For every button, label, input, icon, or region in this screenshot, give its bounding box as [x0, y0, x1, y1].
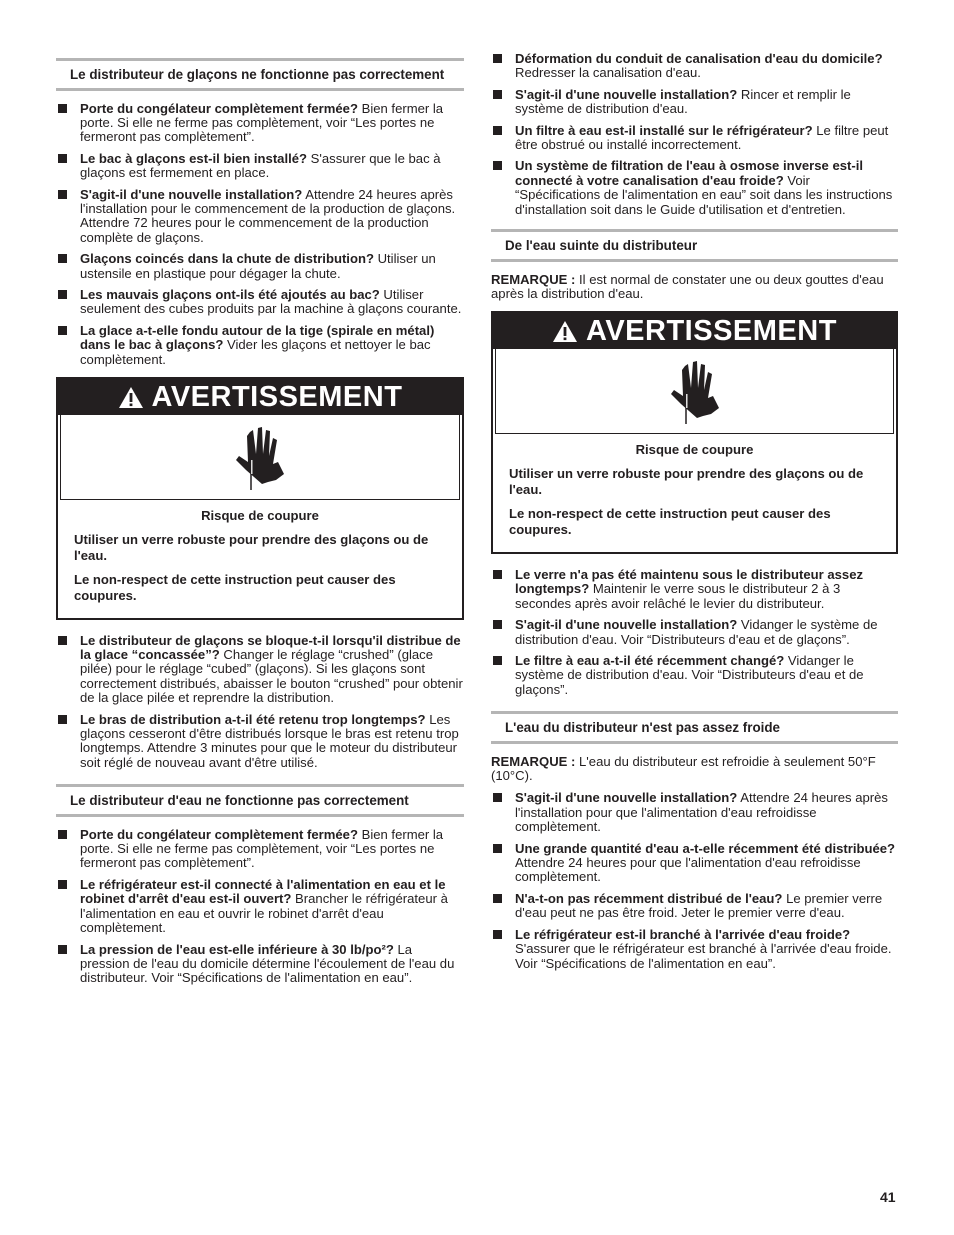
list-item [56, 102, 464, 145]
item-answer: Redresser la canalisation d'eau. [515, 65, 701, 81]
bullet-square-icon [58, 830, 67, 839]
bullet-square-icon [58, 154, 67, 163]
list-item [56, 152, 464, 181]
bullet-square-icon [493, 90, 502, 99]
item-answer: Les glaçons cesseront d'être distribués lorsque le bras est retenu trop longtemps. Attendre 3 minutes pour que le moteur du distributeur soit réglé de nouveau avant d'être utilisé. [80, 711, 459, 770]
bullet-square-icon [493, 930, 502, 939]
section-heading-water-not-cold: L'eau du distributeur n'est pas assez froide [491, 711, 898, 744]
item-answer: Changer le réglage “crushed” (glace pilée) pour le réglage “cubed” (glaçons). Si les glaçons sont correctement distribués, abaisser le bouton “crushed” pour obtenir de la glace pilée et reprendre la distribution. [80, 646, 463, 706]
list-item [56, 878, 464, 936]
warning-title: AVERTISSEMENT [586, 315, 837, 348]
section-heading-ice-dispenser: Le distributeur de glaçons ne fonctionne pas correctement [56, 58, 464, 91]
item-question: Porte du congélateur complètement fermée? [80, 826, 358, 842]
item-question: Glaçons coincés dans la chute de distribution? [80, 251, 374, 267]
item-question: La glace a-t-elle fondu autour de la tige (spirale en métal) dans le bac à glaçons? [80, 322, 435, 353]
item-answer: Vidanger le système de distribution d'eau. Voir “Distributeurs d'eau et de glaçons”. [515, 617, 878, 647]
item-question: S'agit-il d'une nouvelle installation? [515, 617, 738, 633]
remark-text: L'eau du distributeur est refroidie à seulement 50°F (10°C). [491, 753, 876, 784]
warning-body [58, 500, 462, 618]
item-question: Le réfrigérateur est-il branché à l'arrivée d'eau froide? [515, 926, 851, 942]
item-answer: Maintenir le verre sous le distributeur 2 à 3 secondes après avoir relâché le levier du distributeur. [515, 581, 841, 611]
bullet-square-icon [58, 104, 67, 113]
warning-instruction: Utiliser un verre robuste pour prendre des glaçons ou de l'eau. [509, 465, 864, 498]
bullet-square-icon [58, 880, 67, 889]
warning-box [491, 311, 898, 554]
item-answer: La pression de l'eau du domicile détermine l'écoulement de l'eau du distributeur. Voir “Spécifications de l'alimentation en eau”. [80, 941, 455, 986]
warning-pictogram [60, 415, 460, 500]
cut-hand-icon [667, 358, 723, 424]
warning-header [493, 313, 896, 349]
item-question: S'agit-il d'une nouvelle installation? [515, 86, 738, 102]
list-item [56, 324, 464, 367]
ice-dispenser-checklist [56, 102, 464, 368]
bullet-square-icon [58, 254, 67, 263]
item-question: Le bac à glaçons est-il bien installé? [80, 150, 308, 166]
bullet-square-icon [58, 715, 67, 724]
item-answer: Attendre 24 heures après l'installation pour le commencement de la production de glaçons. Attendre 72 heures pour le commencement de la production complète de glaçons. [80, 186, 456, 245]
item-answer: Vider les glaçons et nettoyer le bac complètement. [80, 337, 431, 367]
warning-risk: Risque de coupure [201, 508, 319, 523]
water-not-cold-checklist [491, 791, 898, 970]
warning-triangle-icon [552, 320, 578, 343]
item-question: Le bras de distribution a-t-il été retenu trop longtemps? [80, 711, 426, 727]
ice-dispenser-checklist-continued [56, 634, 464, 771]
item-question: Porte du congélateur complètement fermée? [80, 100, 358, 116]
section-heading-water-dispenser: Le distributeur d'eau ne fonctionne pas correctement [56, 784, 464, 817]
bullet-square-icon [493, 161, 502, 170]
item-question: Déformation du conduit de canalisation d'eau du domicile? [515, 51, 883, 66]
list-item [491, 791, 898, 834]
list-item [56, 828, 464, 871]
item-answer: Utiliser un ustensile en plastique pour dégager la chute. [80, 251, 436, 281]
list-item [491, 654, 898, 697]
list-item [491, 88, 898, 117]
water-dispenser-checklist [56, 828, 464, 986]
item-question: Une grande quantité d'eau a-t-elle récemment été distribuée? [515, 840, 896, 856]
water-dispenser-checklist-continued [491, 52, 898, 217]
bullet-square-icon [493, 570, 502, 579]
warning-box [56, 377, 464, 620]
bullet-square-icon [493, 620, 502, 629]
warning-risk: Risque de coupure [635, 442, 754, 458]
list-item [56, 188, 464, 246]
item-question: Le réfrigérateur est-il connecté à l'alimentation en eau et le robinet d'arrêt d'eau est-il ouvert? [80, 876, 446, 907]
item-question: Un système de filtration de l'eau à osmose inverse est-il connecté à votre canalisation d'eau froide? [515, 158, 864, 188]
remark-water-leak [491, 273, 898, 302]
cut-hand-icon [232, 424, 288, 490]
remark-label: REMARQUE : [491, 271, 576, 287]
warning-consequence: Le non-respect de cette instruction peut causer des coupures. [74, 571, 396, 603]
warning-instruction: Utiliser un verre robuste pour prendre des glaçons ou de l'eau. [74, 531, 429, 563]
page-number: 41 [880, 1189, 896, 1205]
warning-body [493, 434, 896, 552]
remark-text: Il est normal de constater une ou deux gouttes d'eau après la distribution d'eau. [491, 271, 884, 301]
item-question: Les mauvais glaçons ont-ils été ajoutés au bac? [80, 286, 380, 302]
bullet-square-icon [493, 656, 502, 665]
list-item [491, 568, 898, 611]
bullet-square-icon [493, 844, 502, 853]
item-answer: Bien fermer la porte. Si elle ne ferme pas complètement, voir “Les portes ne fermeront pas complètement”. [80, 826, 444, 871]
item-question: Le verre n'a pas été maintenu sous le distributeur assez longtemps? [515, 566, 864, 597]
item-answer: Le filtre peut être obstrué ou installé incorrectement. [515, 122, 889, 153]
item-answer: Attendre 24 heures après l'installation pour que l'alimentation d'eau refroidisse complètement. [515, 790, 888, 835]
list-item [491, 52, 898, 81]
warning-triangle-icon [118, 386, 144, 409]
warning-title: AVERTISSEMENT [151, 380, 403, 413]
list-item [491, 159, 898, 217]
item-question: S'agit-il d'une nouvelle installation? [80, 186, 303, 202]
section-heading-water-leak: De l'eau suinte du distributeur [491, 229, 898, 262]
bullet-square-icon [493, 894, 502, 903]
list-item [56, 288, 464, 317]
bullet-square-icon [58, 190, 67, 199]
bullet-square-icon [58, 636, 67, 645]
remark-water-temperature [491, 755, 898, 784]
warning-consequence: Le non-respect de cette instruction peut causer des coupures. [509, 505, 831, 538]
list-item [56, 943, 464, 986]
list-item [491, 892, 898, 921]
list-item [491, 928, 898, 971]
list-item [56, 252, 464, 281]
item-answer: Attendre 24 heures pour que l'alimentation d'eau refroidisse complètement. [515, 855, 861, 885]
warning-pictogram [495, 349, 894, 434]
item-answer: Utiliser seulement des cubes produits par la machine à glaçons courante. [80, 286, 462, 317]
bullet-square-icon [493, 793, 502, 802]
bullet-square-icon [493, 54, 502, 63]
item-answer: Bien fermer la porte. Si elle ne ferme pas complètement, voir “Les portes ne fermeront pas complètement”. [80, 100, 444, 145]
bullet-square-icon [58, 945, 67, 954]
warning-header [58, 379, 462, 415]
item-question: Le distributeur de glaçons se bloque-t-il lorsqu'il distribue de la glace “concassée”? [80, 632, 461, 662]
left-column [56, 58, 464, 993]
list-item [491, 124, 898, 153]
item-question: Le filtre à eau a-t-il été récemment changé? [515, 652, 785, 668]
item-answer: Le premier verre d'eau peut ne pas être froid. Jeter le premier verre d'eau. [515, 890, 883, 921]
item-question: Un filtre à eau est-il installé sur le réfrigérateur? [515, 122, 813, 138]
right-column [491, 52, 898, 978]
list-item [491, 842, 898, 885]
item-question: La pression de l'eau est-elle inférieure à 30 lb/po²? [80, 941, 394, 957]
list-item [56, 713, 464, 771]
remark-label: REMARQUE : [491, 753, 576, 769]
list-item [56, 634, 464, 706]
item-answer: S'assurer que le bac à glaçons est fermement en place. [80, 150, 441, 181]
water-leak-checklist [491, 568, 898, 697]
item-answer: Vidanger le système de distribution d'eau. Voir “Distributeurs d'eau et de glaçons”. [515, 652, 864, 697]
list-item [491, 618, 898, 647]
bullet-square-icon [58, 290, 67, 299]
item-answer: Brancher le réfrigérateur à l'alimentation en eau et ouvrir le robinet d'arrêt d'eau complètement. [80, 891, 448, 936]
item-answer: S'assurer que le réfrigérateur est branché à l'arrivée d'eau froide. Voir “Spécifications de l'alimentation en eau”. [515, 941, 892, 971]
bullet-square-icon [58, 326, 67, 335]
item-answer: Voir “Spécifications de l'alimentation en eau” soit dans les instructions d'installation soit dans le Guide d'utilisation et d'entretien. [515, 172, 893, 217]
item-answer: Rincer et remplir le système de distribution d'eau. [515, 86, 851, 117]
item-question: N'a-t-on pas récemment distribué de l'eau? [515, 890, 783, 906]
bullet-square-icon [493, 126, 502, 135]
item-question: S'agit-il d'une nouvelle installation? [515, 790, 738, 806]
